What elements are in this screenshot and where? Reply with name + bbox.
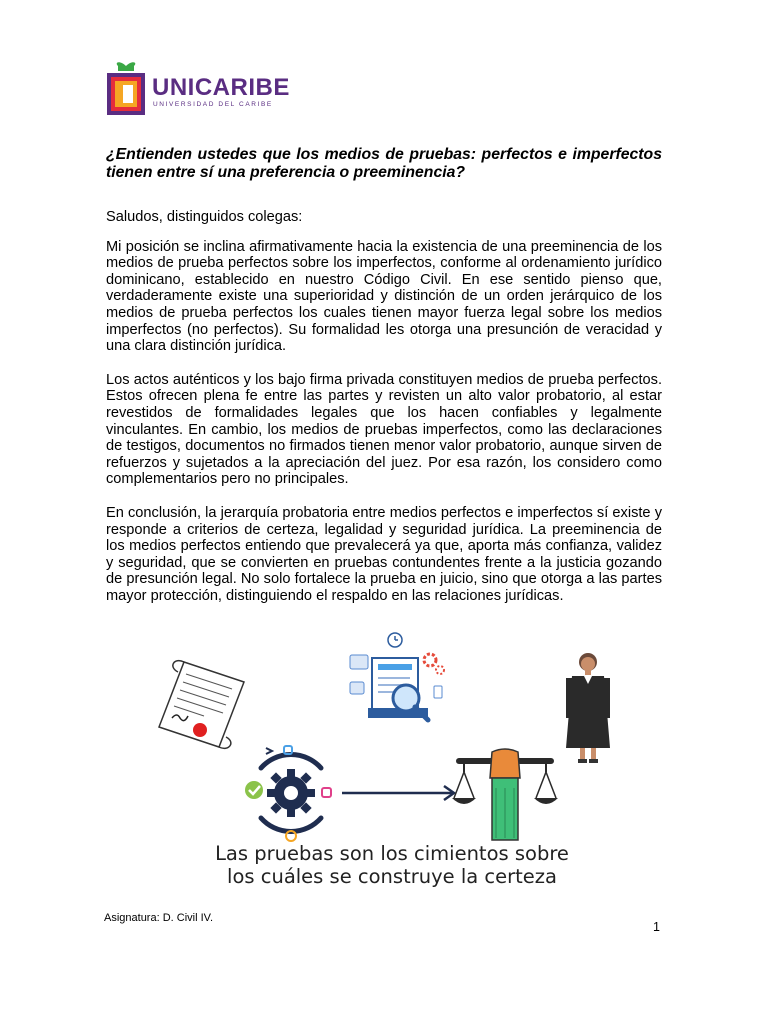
- scroll-icon: [154, 652, 254, 752]
- document-analysis-icon: [340, 630, 450, 740]
- logo-mark-icon: [104, 60, 148, 120]
- paragraph-3: En conclusión, la jerarquía probatoria entre medios perfectos e imperfectos sí existe y responde a criterios de certeza, legalidad y seguridad jurídica. La preeminencia de los medios perfectos entiendo que prevalecerá ya que, aporta más confianza, validez y seguridad, que se convierten en pruebas contundentes frente a la justicia gozando de presunción legal. No solo fortalece la prueba en juicio, sino que otorga a las partes mayor protección, distinguiendo el respaldo en las relaciones jurídicas.: [106, 504, 662, 604]
- arrow-icon: [340, 783, 460, 803]
- judge-icon: [558, 648, 618, 768]
- footer-subject: Asignatura: D. Civil IV.: [104, 912, 214, 924]
- caption-line-1: Las pruebas son los cimientos sobre: [215, 842, 569, 865]
- greeting: Saludos, distinguidos colegas:: [106, 209, 303, 225]
- university-logo: [104, 60, 290, 120]
- document-body: [106, 146, 662, 621]
- logo-subtitle: UNIVERSIDAD DEL CARIBE: [153, 101, 273, 108]
- page-number: 1: [653, 920, 660, 934]
- process-gear-icon: [236, 738, 346, 848]
- document-title: ¿Entienden ustedes que los medios de pruebas: perfectos e imperfectos tienen entre sí una preferencia o preeminencia?: [106, 146, 662, 181]
- paragraph-1: Mi posición se inclina afirmativamente hacia la existencia de una preeminencia de los medios de prueba perfectos sobre los imperfectos, conforme al ordenamiento jurídico dominicano, establecido en nuestro Código Civil. En ese sentido pienso que, verdaderamente existe una superioridad y distinción de un orden jerárquico de los medios de prueba perfectos los cuales tienen mayor fuerza legal sobre los medios imperfectos (no perfectos). Su formalidad les otorga una presunción de veracidad y una clara distinción jurídica.: [106, 238, 662, 355]
- illustration: [144, 612, 640, 898]
- paragraph-2: Los actos auténticos y los bajo firma privada constituyen medios de prueba perfectos. Estos ofrecen plena fe entre las partes y revisten un alto valor probatorio, al estar revestidos de formalidades legales que los hacen confiables y legalmente vinculantes. En cambio, los medios de pruebas imperfectos, como las declaraciones de testigos, documentos no firmados tienen menor valor probatorio, aunque sirven de refuerzos y sujetados a la apreciación del juez. Por esa razón, los considero como complementarios pero no principales.: [106, 371, 662, 488]
- logo-name: UNICARIBE: [152, 74, 290, 101]
- caption-line-2: los cuáles se construye la certeza: [227, 865, 557, 888]
